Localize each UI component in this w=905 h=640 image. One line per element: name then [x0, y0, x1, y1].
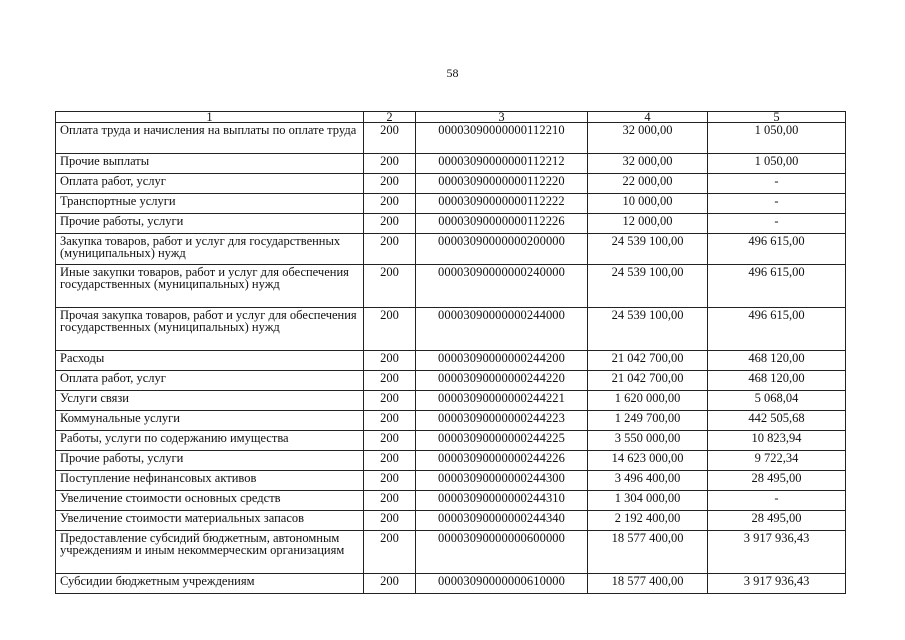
- row-classification-code-cell: 00003090000000200000: [416, 234, 588, 265]
- row-code-cell: 200: [364, 451, 416, 471]
- row-classification-code-cell: 00003090000000244200: [416, 351, 588, 371]
- row-name-cell: Прочие работы, услуги: [56, 214, 364, 234]
- row-name-cell: Оплата труда и начисления на выплаты по оплате труда: [56, 123, 364, 154]
- row-approved-amount-cell: 32 000,00: [588, 123, 708, 154]
- row-approved-amount-cell: 24 539 100,00: [588, 308, 708, 351]
- row-name-cell: Закупка товаров, работ и услуг для государственных (муниципальных) нужд: [56, 234, 364, 265]
- row-code-cell: 200: [364, 123, 416, 154]
- row-executed-amount-cell: -: [708, 214, 846, 234]
- table-row: [56, 451, 846, 471]
- table-row: [56, 308, 846, 351]
- row-approved-amount-cell: 21 042 700,00: [588, 371, 708, 391]
- table-row: [56, 471, 846, 491]
- column-header-5: 5: [708, 112, 846, 123]
- row-name-cell: Увеличение стоимости основных средств: [56, 491, 364, 511]
- row-executed-amount-cell: 496 615,00: [708, 265, 846, 308]
- row-classification-code-cell: 00003090000000244000: [416, 308, 588, 351]
- table-row: [56, 511, 846, 531]
- page-number: 58: [446, 66, 459, 80]
- row-classification-code-cell: 00003090000000610000: [416, 574, 588, 594]
- row-classification-code-cell: 00003090000000112222: [416, 194, 588, 214]
- row-executed-amount-cell: 3 917 936,43: [708, 531, 846, 574]
- row-code-cell: 200: [364, 214, 416, 234]
- budget-execution-table: [55, 111, 846, 594]
- row-classification-code-cell: 00003090000000244223: [416, 411, 588, 431]
- row-executed-amount-cell: 5 068,04: [708, 391, 846, 411]
- row-approved-amount-cell: 1 304 000,00: [588, 491, 708, 511]
- row-executed-amount-cell: 442 505,68: [708, 411, 846, 431]
- table-row: [56, 574, 846, 594]
- column-header-1: 1: [56, 112, 364, 123]
- row-name-cell: Прочие работы, услуги: [56, 451, 364, 471]
- table-row: [56, 154, 846, 174]
- row-code-cell: 200: [364, 234, 416, 265]
- row-classification-code-cell: 00003090000000240000: [416, 265, 588, 308]
- row-name-cell: Поступление нефинансовых активов: [56, 471, 364, 491]
- row-code-cell: 200: [364, 391, 416, 411]
- row-classification-code-cell: 00003090000000244340: [416, 511, 588, 531]
- table-row: [56, 234, 846, 265]
- row-name-cell: Иные закупки товаров, работ и услуг для обеспечения государственных (муниципальных) нужд: [56, 265, 364, 308]
- row-approved-amount-cell: 3 550 000,00: [588, 431, 708, 451]
- row-code-cell: 200: [364, 265, 416, 308]
- column-header-2: 2: [364, 112, 416, 123]
- row-name-cell: Транспортные услуги: [56, 194, 364, 214]
- row-executed-amount-cell: 28 495,00: [708, 471, 846, 491]
- column-header-3: 3: [416, 112, 588, 123]
- row-approved-amount-cell: 14 623 000,00: [588, 451, 708, 471]
- table-row: [56, 123, 846, 154]
- row-name-cell: Коммунальные услуги: [56, 411, 364, 431]
- row-classification-code-cell: 00003090000000112210: [416, 123, 588, 154]
- row-approved-amount-cell: 2 192 400,00: [588, 511, 708, 531]
- row-executed-amount-cell: -: [708, 194, 846, 214]
- row-executed-amount-cell: -: [708, 491, 846, 511]
- row-executed-amount-cell: -: [708, 174, 846, 194]
- row-approved-amount-cell: 1 249 700,00: [588, 411, 708, 431]
- row-executed-amount-cell: 9 722,34: [708, 451, 846, 471]
- table-row: [56, 174, 846, 194]
- row-executed-amount-cell: 28 495,00: [708, 511, 846, 531]
- row-executed-amount-cell: 468 120,00: [708, 351, 846, 371]
- row-code-cell: 200: [364, 351, 416, 371]
- row-executed-amount-cell: 468 120,00: [708, 371, 846, 391]
- row-approved-amount-cell: 24 539 100,00: [588, 234, 708, 265]
- table-row: [56, 391, 846, 411]
- row-classification-code-cell: 00003090000000244310: [416, 491, 588, 511]
- row-approved-amount-cell: 3 496 400,00: [588, 471, 708, 491]
- row-executed-amount-cell: 1 050,00: [708, 154, 846, 174]
- row-classification-code-cell: 00003090000000112212: [416, 154, 588, 174]
- row-executed-amount-cell: 10 823,94: [708, 431, 846, 451]
- table-row: [56, 531, 846, 574]
- row-approved-amount-cell: 10 000,00: [588, 194, 708, 214]
- row-classification-code-cell: 00003090000000600000: [416, 531, 588, 574]
- row-approved-amount-cell: 21 042 700,00: [588, 351, 708, 371]
- row-name-cell: Расходы: [56, 351, 364, 371]
- row-classification-code-cell: 00003090000000244226: [416, 451, 588, 471]
- row-code-cell: 200: [364, 371, 416, 391]
- table-row: [56, 351, 846, 371]
- row-classification-code-cell: 00003090000000112220: [416, 174, 588, 194]
- row-approved-amount-cell: 1 620 000,00: [588, 391, 708, 411]
- row-classification-code-cell: 00003090000000244300: [416, 471, 588, 491]
- table-body: [56, 123, 846, 594]
- row-name-cell: Предоставление субсидий бюджетным, автономным учреждениям и иным некоммерческим организациям: [56, 531, 364, 574]
- row-classification-code-cell: 00003090000000244220: [416, 371, 588, 391]
- row-name-cell: Увеличение стоимости материальных запасов: [56, 511, 364, 531]
- column-header-4: 4: [588, 112, 708, 123]
- row-code-cell: 200: [364, 308, 416, 351]
- row-name-cell: Оплата работ, услуг: [56, 174, 364, 194]
- row-name-cell: Субсидии бюджетным учреждениям: [56, 574, 364, 594]
- row-name-cell: Оплата работ, услуг: [56, 371, 364, 391]
- row-executed-amount-cell: 1 050,00: [708, 123, 846, 154]
- row-approved-amount-cell: 22 000,00: [588, 174, 708, 194]
- row-code-cell: 200: [364, 491, 416, 511]
- row-code-cell: 200: [364, 411, 416, 431]
- table-row: [56, 431, 846, 451]
- row-code-cell: 200: [364, 511, 416, 531]
- row-code-cell: 200: [364, 531, 416, 574]
- row-approved-amount-cell: 18 577 400,00: [588, 574, 708, 594]
- row-classification-code-cell: 00003090000000244221: [416, 391, 588, 411]
- row-code-cell: 200: [364, 154, 416, 174]
- row-executed-amount-cell: 496 615,00: [708, 234, 846, 265]
- row-code-cell: 200: [364, 174, 416, 194]
- row-code-cell: 200: [364, 431, 416, 451]
- table-row: [56, 265, 846, 308]
- row-name-cell: Прочая закупка товаров, работ и услуг для обеспечения государственных (муниципальных) нужд: [56, 308, 364, 351]
- row-classification-code-cell: 00003090000000244225: [416, 431, 588, 451]
- row-name-cell: Работы, услуги по содержанию имущества: [56, 431, 364, 451]
- row-executed-amount-cell: 496 615,00: [708, 308, 846, 351]
- row-approved-amount-cell: 24 539 100,00: [588, 265, 708, 308]
- row-code-cell: 200: [364, 471, 416, 491]
- row-executed-amount-cell: 3 917 936,43: [708, 574, 846, 594]
- table-row: [56, 371, 846, 391]
- column-number-header-row: [56, 112, 846, 123]
- table-row: [56, 214, 846, 234]
- row-code-cell: 200: [364, 574, 416, 594]
- row-approved-amount-cell: 32 000,00: [588, 154, 708, 174]
- row-approved-amount-cell: 12 000,00: [588, 214, 708, 234]
- table-row: [56, 194, 846, 214]
- row-code-cell: 200: [364, 194, 416, 214]
- row-approved-amount-cell: 18 577 400,00: [588, 531, 708, 574]
- table-row: [56, 491, 846, 511]
- row-name-cell: Услуги связи: [56, 391, 364, 411]
- row-name-cell: Прочие выплаты: [56, 154, 364, 174]
- table-row: [56, 411, 846, 431]
- row-classification-code-cell: 00003090000000112226: [416, 214, 588, 234]
